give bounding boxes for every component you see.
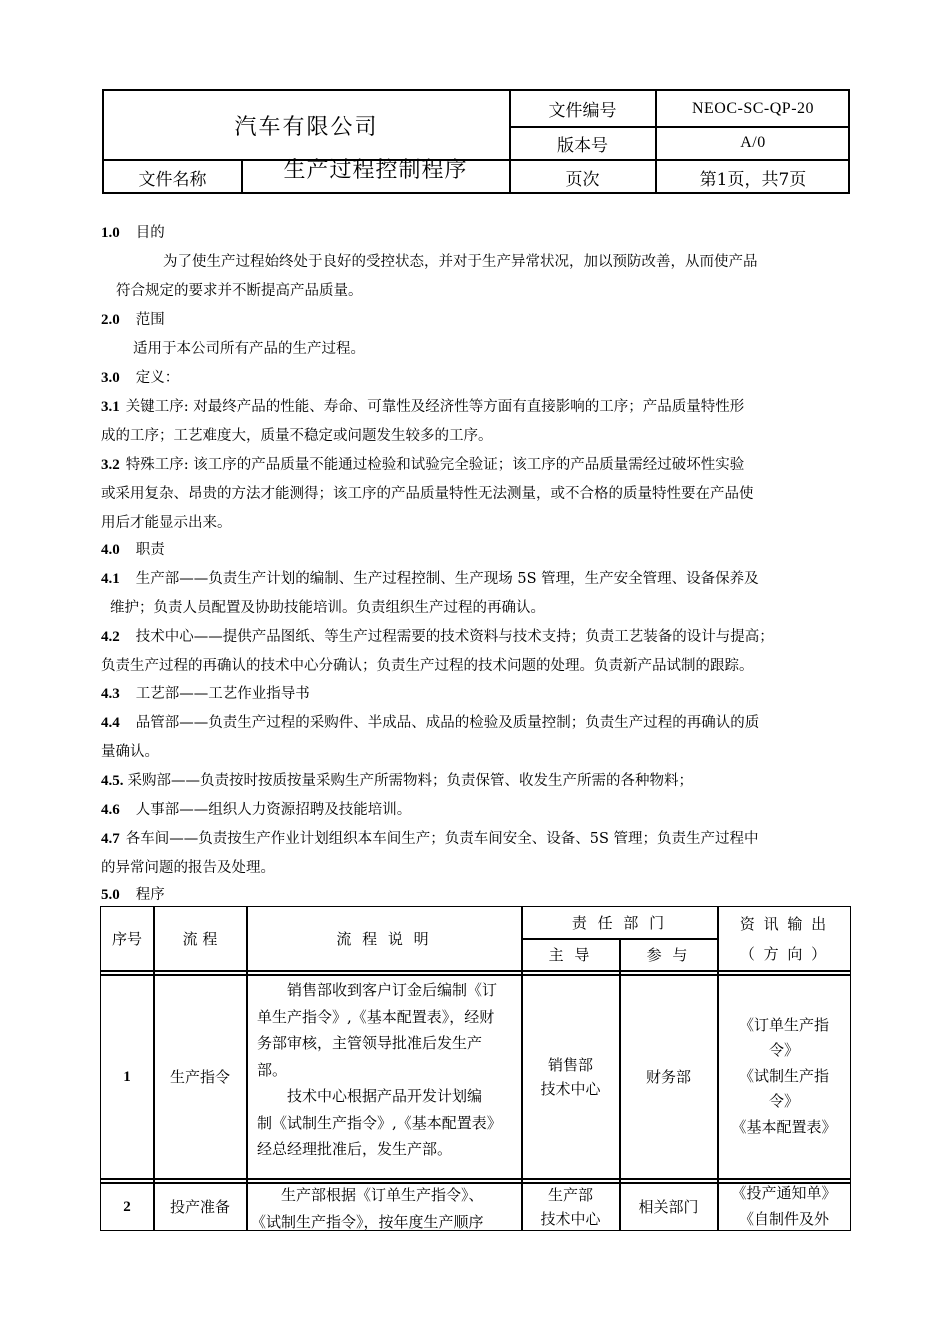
row1-output-line: 《订单生产指 [738,1015,829,1034]
page-value: 第1页，共7页 [699,169,807,190]
section-heading [101,310,165,330]
col-header-dept: 责 任 部 门 [571,913,668,932]
paragraph-text: 人事部——组织人力资源招聘及技能培训。 [135,802,412,818]
paragraph-line [101,397,744,417]
row1-part: 财务部 [645,1067,691,1086]
row1-output-line: 《基本配置表》 [731,1117,837,1136]
doc-no-value: NEOC-SC-QP-20 [691,99,815,117]
section-title: 范围 [135,312,165,328]
paragraph-line: 适用于本公司所有产品的生产过程。 [133,341,365,357]
row1-desc-line: 销售部收到客户订金后编制《订 [287,981,498,999]
row1-main [522,975,619,1178]
section-number: 3.2 [101,457,120,473]
row2-output-line: 《自制件及外 [738,1209,829,1228]
paragraph-line: 维护；负责人员配置及协助技能培训。负责组织生产过程的再确认。 [110,600,545,616]
row2-output [718,1183,850,1230]
paragraph-line [101,829,759,849]
row1-desc-line: 制《试制生产指令》,《基本配置表》 [257,1113,502,1132]
doc-name-label: 文件名称 [138,169,207,190]
row1-flow: 生产指令 [169,1067,230,1086]
paragraph-text: 生产部——负责生产计划的编制、生产过程控制、生产现场 5S 管理，生产安全管理、设备保养及 [135,571,759,587]
section-number: 1.0 [101,225,120,241]
paragraph-text: 特殊工序: 该工序的产品质量不能通过检验和试验完全验证；该工序的产品质量需经过破坏性实验 [125,457,745,473]
doc-name-value: 生产过程控制程序 [283,158,468,183]
section-number: 3.0 [101,370,120,386]
paragraph-line: 为了使生产过程始终处于良好的受控状态，并对于生产异常状况，加以预防改善，从而使产品 [163,254,758,270]
row1-desc-line: 部。 [257,1060,288,1079]
paragraph-text: 技术中心——提供产品图纸、等生产过程需要的技术资料与技术支持；负责工艺装备的设计与提高； [135,629,774,645]
row1-desc [257,977,519,1177]
section-number: 3.1 [101,399,120,415]
paragraph-line: 或采用复杂、昂贵的方法才能测得；该工序的产品质量特性无法测量，或不合格的质量特性要在产品使 [101,486,754,502]
paragraph-line [101,627,774,647]
paragraph-text: 各车间——负责按生产作业计划组织本车间生产；负责车间安全、设备、5S 管理；负责生产过程中 [125,831,759,847]
section-number: 4.3 [101,686,120,702]
row1-output-line: 令》 [768,1092,799,1111]
doc-no-label: 文件编号 [548,101,617,121]
paragraph-line: 用后才能显示出来。 [101,515,232,531]
section-title: 目的 [135,225,165,241]
page-label: 页次 [565,169,600,190]
col-header-output-line1: 资 讯 输 出 [739,914,829,933]
row1-output [718,975,850,1178]
document-header [102,89,850,194]
row1-desc-line: 经总经理批准后，发生产部。 [257,1140,453,1158]
paragraph-line: 负责生产过程的再确认的技术中心分确认；负责生产过程的技术问题的处理。负责新产品试制的跟踪。 [101,658,754,674]
col-header-seq: 序号 [111,929,142,948]
paragraph-text: 工艺部——工艺作业指导书 [135,686,310,702]
paragraph-line: 符合规定的要求并不断提高产品质量。 [116,283,363,299]
procedure-table [100,906,851,1231]
col-header-part: 参 与 [646,945,691,964]
paragraph-line: 量确认。 [101,744,159,760]
row2-flow: 投产准备 [169,1197,230,1216]
divider [101,970,850,972]
section-heading [101,540,165,560]
section-heading [101,368,179,388]
row1-seq: 1 [123,1068,131,1085]
paragraph-text: 关键工序: 对最终产品的性能、寿命、可靠性及经济性等方面有直接影响的工序；产品质量特性形 [125,399,745,415]
section-number: 2.0 [101,312,120,328]
row2-desc-line: 生产部根据《订单生产指令》、 [281,1186,484,1204]
paragraph-line [101,569,759,589]
section-title: 定义： [135,370,180,386]
paragraph-line: 的异常问题的报告及处理。 [101,860,275,876]
version-value: A/0 [740,134,766,151]
row1-output-line: 《试制生产指 [738,1066,829,1085]
paragraph-text: 品管部——负责生产过程的采购件、半成品、成品的检验及质量控制；负责生产过程的再确认的质 [135,715,760,731]
col-header-desc: 流 程 说 明 [336,929,432,948]
row2-main-line: 生产部 [547,1185,593,1204]
paragraph-line [101,455,744,475]
col-header-output [718,907,850,970]
row2-output-line: 《投产通知单》 [731,1184,837,1202]
version-label: 版本号 [557,135,608,156]
section-number: 4.5. [101,773,124,789]
section-number: 4.4 [101,715,120,731]
row1-main-line: 销售部 [547,1055,593,1074]
section-heading [101,885,165,905]
col-header-main: 主 导 [548,945,593,964]
section-number: 4.0 [101,542,120,558]
company-name: 汽车有限公司 [234,114,379,140]
section-number: 4.1 [101,571,120,587]
row1-desc-line: 单生产指令》,《基本配置表》，经财 [257,1007,495,1026]
divider [101,1178,850,1180]
paragraph-text: 采购部——负责按时按质按量采购生产所需物料；负责保管、收发生产所需的各种物料； [127,773,693,789]
section-number: 4.7 [101,831,120,847]
col-header-flow: 流 程 [182,929,218,948]
col-header-output-line2: （ 方 向 ） [739,944,829,963]
row1-output-line: 令》 [768,1041,799,1060]
row2-main-line: 技术中心 [540,1209,601,1228]
row2-part: 相关部门 [638,1197,699,1216]
paragraph-line: 成的工序；工艺难度大，质量不稳定或问题发生较多的工序。 [101,428,493,444]
section-number: 4.2 [101,629,120,645]
row1-desc-line: 务部审核，主管领导批准后发生产 [257,1034,483,1052]
row2-desc-line: 《试制生产指令》，按年度生产顺序 [251,1212,484,1231]
section-heading [101,223,165,243]
row2-seq: 2 [123,1198,131,1215]
row2-desc [251,1182,519,1230]
section-title: 职责 [135,542,165,558]
row2-main [522,1183,619,1230]
paragraph-line [101,800,411,820]
paragraph-line [101,684,310,704]
section-title: 程序 [135,887,165,903]
section-number: 5.0 [101,887,120,903]
paragraph-line [101,771,693,791]
row1-desc-line: 技术中心根据产品开发计划编 [287,1087,483,1105]
row1-main-line: 技术中心 [540,1079,601,1098]
paragraph-line [101,713,759,733]
section-number: 4.6 [101,802,120,818]
